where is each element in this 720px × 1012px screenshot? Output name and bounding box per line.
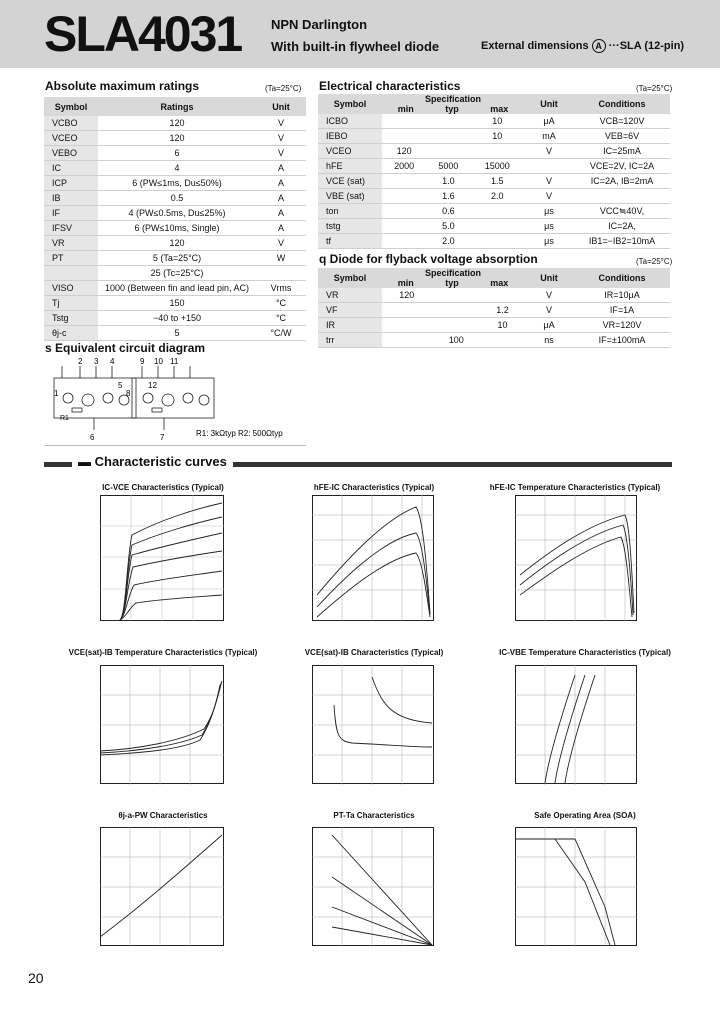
external-dimensions	[481, 39, 684, 53]
circuit-pin: 1	[54, 389, 59, 398]
col-ratings: Ratings	[98, 97, 256, 116]
symbol-cell: IC	[44, 161, 98, 176]
symbol-cell: VCBO	[44, 116, 98, 131]
elec-title: Electrical characteristics	[319, 79, 461, 93]
value-cell	[471, 204, 525, 219]
circuit-pin: 7	[160, 433, 165, 442]
value-cell	[574, 189, 670, 204]
value-cell: 100	[432, 333, 482, 348]
value-cell: 120	[98, 131, 256, 146]
value-cell: 2.0	[426, 234, 470, 249]
value-cell	[481, 333, 524, 348]
value-cell: IC=25mA	[574, 144, 670, 159]
value-cell: 6 (PW≤1ms, Du≤50%)	[98, 176, 256, 191]
circuit-divider	[44, 445, 306, 446]
symbol-cell: ton	[318, 204, 382, 219]
value-cell: 4	[98, 161, 256, 176]
value-cell	[471, 144, 525, 159]
value-cell: A	[256, 161, 306, 176]
value-cell: 120	[98, 116, 256, 131]
symbol-cell: VCE (sat)	[318, 174, 382, 189]
header-type: NPN Darlington	[271, 17, 368, 32]
resistor-note: R1: 3kΩtyp R2: 500Ωtyp	[196, 429, 283, 438]
value-cell	[382, 129, 426, 144]
characteristic-curves-bar	[44, 454, 672, 469]
table-row	[44, 191, 306, 206]
symbol-cell: IB	[44, 191, 98, 206]
value-cell	[382, 234, 426, 249]
table-row	[44, 326, 306, 341]
chart-title: VCE(sat)-IB Characteristics (Typical)	[304, 648, 444, 657]
value-cell: VR=120V	[574, 318, 670, 333]
value-cell: IF=1A	[574, 303, 670, 318]
value-cell: 120	[382, 144, 426, 159]
table-row	[44, 116, 306, 131]
max-label: max	[490, 104, 509, 114]
value-cell	[426, 129, 470, 144]
col-symbol: Symbol	[318, 268, 382, 288]
value-cell	[382, 204, 426, 219]
value-cell: VCE=2V, IC=2A	[574, 159, 670, 174]
value-cell: °C/W	[256, 326, 306, 341]
value-cell: V	[256, 116, 306, 131]
circuit-pin: 2	[78, 358, 83, 366]
table-row	[44, 131, 306, 146]
symbol-cell: θj-c	[44, 326, 98, 341]
symbol-cell: VF	[318, 303, 382, 318]
symbol-cell: VR	[318, 288, 382, 303]
chart-soa	[515, 827, 637, 947]
col-unit: Unit	[524, 94, 574, 114]
value-cell: IF=±100mA	[574, 333, 670, 348]
value-cell	[471, 219, 525, 234]
symbol-cell: VCEO	[44, 131, 98, 146]
spec-label: Specification	[424, 268, 481, 278]
value-cell: 15000	[471, 159, 525, 174]
chart-title: Safe Operating Area (SOA)	[534, 811, 636, 820]
value-cell	[382, 318, 432, 333]
value-cell: ns	[524, 333, 574, 348]
value-cell: V	[524, 189, 574, 204]
value-cell: 120	[98, 236, 256, 251]
table-row	[44, 266, 306, 281]
symbol-cell: Tj	[44, 296, 98, 311]
value-cell: IC=2A,	[574, 219, 670, 234]
chart-ic-vbe-temp	[515, 665, 637, 785]
value-cell: 1.2	[481, 303, 524, 318]
symbol-cell: trr	[318, 333, 382, 348]
symbol-cell: VCEO	[318, 144, 382, 159]
symbol-cell: tf	[318, 234, 382, 249]
value-cell: μs	[524, 234, 574, 249]
value-cell: 1.5	[471, 174, 525, 189]
symbol-cell: ICBO	[318, 114, 382, 129]
symbol-cell: VBE (sat)	[318, 189, 382, 204]
table-row	[318, 333, 670, 348]
value-cell: IR=10μA	[574, 288, 670, 303]
symbol-cell: VISO	[44, 281, 98, 296]
value-cell	[432, 303, 482, 318]
value-cell: V	[256, 146, 306, 161]
circuit-diagram	[44, 358, 306, 448]
value-cell: VEB=6V	[574, 129, 670, 144]
value-cell: 5000	[426, 159, 470, 174]
value-cell: A	[256, 176, 306, 191]
chart-vcesat-ib	[312, 665, 434, 785]
abs-ratings-title: Absolute maximum ratings	[45, 79, 200, 93]
value-cell: μs	[524, 219, 574, 234]
value-cell: A	[256, 206, 306, 221]
circuit-pin: 9	[140, 358, 145, 366]
value-cell: °C	[256, 311, 306, 326]
value-cell: μA	[524, 318, 574, 333]
table-row	[44, 161, 306, 176]
table-row	[44, 236, 306, 251]
value-cell	[382, 174, 426, 189]
circuit-r1-label: R1	[60, 415, 69, 422]
max-label: max	[490, 278, 509, 288]
diode-table	[318, 268, 670, 348]
table-row	[318, 318, 670, 333]
typ-label: typ	[445, 104, 459, 114]
col-conditions: Conditions	[574, 268, 670, 288]
symbol-cell: VEBO	[44, 146, 98, 161]
value-cell: IC=2A, IB=2mA	[574, 174, 670, 189]
value-cell: μs	[524, 204, 574, 219]
table-row	[318, 234, 670, 249]
table-row	[318, 288, 670, 303]
circuit-pin: 11	[170, 358, 179, 366]
symbol-cell: IF	[44, 206, 98, 221]
characteristic-curves-title: ▬ Characteristic curves	[72, 454, 233, 469]
external-dims-label: External dimensions	[481, 40, 589, 52]
value-cell	[471, 234, 525, 249]
elec-cond: (Ta=25°C)	[636, 84, 673, 93]
value-cell: V	[256, 131, 306, 146]
circuit-pin: 6	[90, 433, 95, 442]
circuit-pin: 8	[126, 389, 131, 398]
package-text: ···SLA (12-pin)	[608, 40, 685, 52]
value-cell: mA	[524, 129, 574, 144]
typ-label: typ	[445, 278, 459, 288]
table-row	[318, 114, 670, 129]
value-cell: 6	[98, 146, 256, 161]
value-cell: −40 to +150	[98, 311, 256, 326]
symbol-cell: IEBO	[318, 129, 382, 144]
value-cell: A	[256, 191, 306, 206]
symbol-cell: IFSV	[44, 221, 98, 236]
table-row	[318, 159, 670, 174]
chart-hfe-ic-temp	[515, 495, 637, 625]
table-row	[318, 303, 670, 318]
value-cell: 1.0	[426, 174, 470, 189]
abs-ratings-table	[44, 97, 306, 341]
chart-title: IC-VBE Temperature Characteristics (Typical)	[499, 648, 671, 657]
col-spec	[382, 94, 524, 114]
page-number: 20	[28, 970, 44, 986]
chart-title: hFE-IC Temperature Characteristics (Typical)	[489, 483, 661, 492]
value-cell: V	[524, 303, 574, 318]
symbol-cell: hFE	[318, 159, 382, 174]
table-row	[318, 204, 670, 219]
value-cell: 1.6	[426, 189, 470, 204]
value-cell: 4 (PW≤0.5ms, Du≤25%)	[98, 206, 256, 221]
circuit-pin: 4	[110, 358, 115, 366]
value-cell	[382, 114, 426, 129]
value-cell: V	[256, 236, 306, 251]
circuit-pin: 3	[94, 358, 99, 366]
value-cell: 0.5	[98, 191, 256, 206]
circuit-pin: 5	[118, 381, 123, 390]
chart-title: VCE(sat)-IB Temperature Characteristics (Typical)	[68, 648, 258, 657]
chart-pt-ta	[312, 827, 434, 947]
package-mark: A	[592, 39, 606, 53]
table-row	[318, 174, 670, 189]
value-cell: 1000 (Between fin and lead pin, AC)	[98, 281, 256, 296]
value-cell: 5 (Ta=25°C)	[98, 251, 256, 266]
value-cell: 2000	[382, 159, 426, 174]
diode-cond: (Ta=25°C)	[636, 257, 673, 266]
elec-table	[318, 94, 670, 249]
table-row	[318, 144, 670, 159]
value-cell: 10	[481, 318, 524, 333]
table-row	[44, 206, 306, 221]
value-cell	[432, 318, 482, 333]
chart-title: hFE-IC Characteristics (Typical)	[313, 483, 435, 492]
circuit-pin: 12	[148, 381, 157, 390]
value-cell: 120	[382, 288, 432, 303]
chart-hfe-ic	[312, 495, 434, 625]
table-row	[44, 296, 306, 311]
table-row	[318, 129, 670, 144]
symbol-cell: VR	[44, 236, 98, 251]
value-cell	[382, 189, 426, 204]
header-feature: With built-in flywheel diode	[271, 39, 440, 54]
spec-label: Specification	[424, 94, 481, 104]
value-cell: A	[256, 221, 306, 236]
value-cell: 10	[471, 114, 525, 129]
value-cell	[426, 114, 470, 129]
chart-title: θj-a-PW Characteristics	[118, 811, 208, 820]
value-cell: V	[524, 174, 574, 189]
value-cell: 0.6	[426, 204, 470, 219]
symbol-cell: IR	[318, 318, 382, 333]
col-spec	[382, 268, 524, 288]
abs-ratings-cond: (Ta=25°C)	[265, 84, 302, 93]
value-cell: 5	[98, 326, 256, 341]
value-cell: 6 (PW≤10ms, Single)	[98, 221, 256, 236]
value-cell: V	[524, 144, 574, 159]
table-row	[318, 219, 670, 234]
chart-title: IC-VCE Characteristics (Typical)	[102, 483, 224, 492]
chart-vcesat-ib-temp	[100, 665, 224, 785]
min-label: min	[397, 278, 414, 288]
chart-ic-vce	[100, 495, 224, 625]
table-row	[44, 176, 306, 191]
value-cell: V	[524, 288, 574, 303]
table-row	[44, 311, 306, 326]
value-cell: 10	[471, 129, 525, 144]
table-row	[318, 189, 670, 204]
col-symbol: Symbol	[44, 97, 98, 116]
col-symbol: Symbol	[318, 94, 382, 114]
value-cell: 5.0	[426, 219, 470, 234]
symbol-cell: ICP	[44, 176, 98, 191]
part-number: SLA4031	[44, 6, 242, 62]
value-cell: 2.0	[471, 189, 525, 204]
value-cell	[481, 288, 524, 303]
chart-title: PT-Ta Characteristics	[333, 811, 415, 820]
circuit-pin: 10	[154, 358, 163, 366]
symbol-cell: Tstg	[44, 311, 98, 326]
col-unit: Unit	[524, 268, 574, 288]
circuit-title: s Equivalent circuit diagram	[45, 341, 206, 355]
value-cell	[382, 333, 432, 348]
value-cell: W	[256, 251, 306, 266]
value-cell: VCC≒40V,	[574, 204, 670, 219]
value-cell: 150	[98, 296, 256, 311]
value-cell	[426, 144, 470, 159]
curves-title-text: Characteristic curves	[94, 454, 227, 469]
value-cell	[432, 288, 482, 303]
symbol-cell: PT	[44, 251, 98, 266]
table-row	[44, 281, 306, 296]
value-cell: μA	[524, 114, 574, 129]
table-row	[44, 251, 306, 266]
value-cell: VCB=120V	[574, 114, 670, 129]
table-row	[44, 221, 306, 236]
value-cell	[256, 266, 306, 281]
col-unit: Unit	[256, 97, 306, 116]
diode-title: q Diode for flyback voltage absorption	[319, 252, 538, 266]
col-conditions: Conditions	[574, 94, 670, 114]
chart-thetaja-pw	[100, 827, 224, 947]
min-label: min	[397, 104, 414, 114]
value-cell	[524, 159, 574, 174]
symbol-cell: tstg	[318, 219, 382, 234]
value-cell	[382, 303, 432, 318]
value-cell: 25 (Tc=25°C)	[98, 266, 256, 281]
value-cell: Vrms	[256, 281, 306, 296]
value-cell: IB1=−IB2=10mA	[574, 234, 670, 249]
table-row	[44, 146, 306, 161]
value-cell: °C	[256, 296, 306, 311]
value-cell	[382, 219, 426, 234]
symbol-cell	[44, 266, 98, 281]
